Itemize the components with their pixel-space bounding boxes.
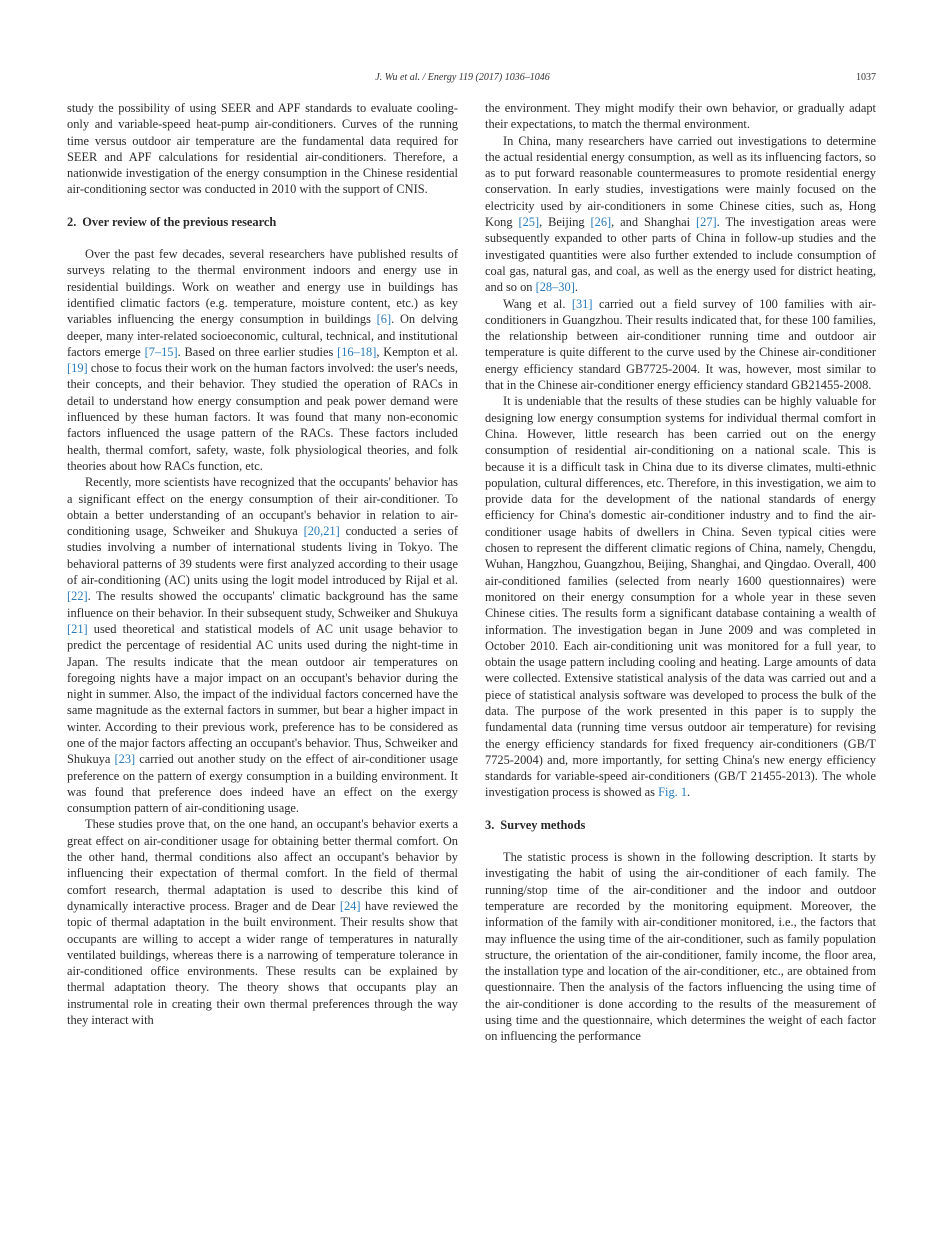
section-2-title: Over review of the previous research [82,214,277,229]
paragraph-survey-methods: The statistic process is shown in the following description. It starts by investigating the habit of using the air-conditioner of each family. The running/stop time of the air-conditioner and the indoor and outdoor temperature are recorded by the monitoring equipment. Moreover, the information of the family with air-conditioner monitored, i.e., the factors that may influence the using time of the air-conditioner, such as family population structure, the orientation of the air-conditioner, family income, the floor area, the installation type and location of the air-conditioner, etc., are obtained from questionnaire. Then the analysis of the factors influencing the using time of the air-conditioner is done according to the results of the measurement of using time and the questionnaire, which determines the weight of each factor on influencing the performance [485,850,876,1044]
text-run: , Beijing [539,215,591,230]
text-run: , Kempton et al. [376,344,458,359]
text-run: Over the past few decades, several researchers have published results of surveys relating to the thermal environment indoors and energy use in residential buildings. Work on weather and energy use in buildings has identified climatic factors (e.g. temperature, moisture content, etc.) as key variables influencing the energy consumption in buildings [67,247,458,327]
citation-link[interactable]: [25] [518,215,540,230]
intro-paragraph: study the possibility of using SEER and APF standards to evaluate cooling-only and variable-speed heat-pump air-conditioners. Curves of the running time versus outdoor air temperature are the fundamental data required for SEER and APF calculations for residential air-conditioners. Therefore, a nationwide investigation of the energy consumption in the Chinese residential air-conditioning sector was conducted in 2010 with the support of CNIS. [67,101,458,197]
paragraph-occupant-behavior [67,474,458,816]
text-run: carried out a field survey of 100 families with air-conditioners in Guangzhou. Their results indicated that, for these 100 families, the relationship between air-conditioner running time and outdoor air temperature is quite different to the curve used by the Chinese air-conditioner energy efficiency standard GB7725-2004. It was, however, most similar to that in the Chinese air-conditioner energy efficiency standard GB21455-2008. [485,296,877,393]
paragraph-china-investigations [485,133,876,296]
text-run: Recently, more scientists have recognized that the occupants' behavior has a significant effect on the energy consumption of their air-conditioner. To obtain a better understanding of an occupant's behavior in relation to air-conditioning usage, Schweiker and Shukuya [67,475,458,539]
paragraph-thermal-adaptation [67,816,458,1028]
citation-link[interactable]: [23] [114,752,136,767]
text-run: . The results showed the occupants' climatic background has the same influence on their behavior. In their subsequent study, Schweiker and Shukuya [67,589,458,620]
citation-link[interactable]: [24] [339,898,361,913]
citation-link[interactable]: [7–15] [144,344,178,359]
text-run: Wang et al. [503,296,572,311]
citation-link[interactable]: [20,21] [303,524,340,539]
text-run: It is undeniable that the results of these studies can be highly valuable for designing low energy consumption systems for individual thermal comfort in China. However, little research has been carried out on the energy consumption of residential air-conditioning on a national scale. This is because it is a difficult task in China due to its diverse climates, multi-ethnic population, cultural differences, etc. Therefore, in this investigation, we aim to provide data for the development of the national standards of energy efficiency for China's domestic air-conditioner industry and to find the air-conditioner usage habits of dwellers in China. Seven typical cities were chosen to represent the different climatic regions of China, namely, Chengdu, Wuhan, Hangzhou, Guangzhou, Beijing, Shanghai, and Qingdao. Overall, 400 air-conditioned families (selected from nearly 1600 questionnaires) were monitored on their energy consumption for a whole year in these seven Chinese cities. The results form a significant database containing a wealth of information. The investigation began in June 2009 and was completed in October 2010. Each air-conditioning unit was monitored for a full year, to obtain the usage pattern including cooling and heating. Large amounts of data were collected. Extensive statistical analysis of the data was carried out and a piece of statistical analysis software was developed to process the bulk of the data. The purpose of the work presented in this paper is to supply the fundamental data (running time versus outdoor air temperature) for revising the energy efficiency standards for fixed frequency air-conditioners (GB/T 7725-2004) and, more importantly, for setting China's new energy efficiency standards for variable-speed air-conditioners (GB/T 21455-2013). The whole investigation process is showed as [485,394,876,800]
text-run: have reviewed the topic of thermal adaptation in the built environment. Their results show that occupants are willing to accept a wider range of temperatures in naturally ventilated buildings, whereas there is a narrowing of temperature tolerance in air-conditioned office environments. These results can be explained by thermal adaptation theory. The theory shows that occupants play an instrumental role in creating their own thermal preferences through the way they interact with [67,898,458,1028]
text-run: . The investigation areas were subsequently expanded to other parts of China in follow-up studies and the investigated quantities were also further extended to include consumption of coal gas, natural gas, and coal, as well as the energy used for district heating, and so on [485,215,876,295]
section-3-heading [485,817,876,833]
paragraph-investigation-aims [485,393,876,800]
text-run: . [687,785,691,800]
text-run: carried out another study on the effect of air-conditioner usage preference on the pattern of exergy consumption in a building environment. It was found that preference does indeed have an effect on the exergy consumption pattern of air-conditioning usage. [67,752,459,816]
running-head [0,72,925,83]
section-2-number: 2. [67,214,77,229]
text-run: . [574,280,578,295]
citation-link[interactable]: [22] [67,589,88,604]
citation-link[interactable]: [16–18] [337,344,377,359]
figure-link[interactable]: Fig. 1 [658,785,688,800]
text-run: These studies prove that, on the one hand, an occupant's behavior exerts a great effect on air-conditioner usage for obtaining better thermal comfort. On the other hand, thermal conditions also affect an occupant's behavior by influencing their expectation of thermal comfort. In the field of thermal comfort research, thermal adaptation is used to describe this kind of dynamically interactive process. Brager and de Dear [67,817,458,913]
page-number: 1037 [856,72,876,83]
paragraph-wang-survey [485,296,876,394]
citation-link[interactable]: [26] [590,215,612,230]
text-run: used theoretical and statistical models of AC unit usage behavior to predict the percentage of residential AC units used during the night-time in Japan. The results indicate that the mean outdoor air temperatures on foregoing nights have a major impact on an occupant's behavior during the night in summer. Also, the impact of the individual factors concerned have the same magnitude as the external factors in summer, but bear a higher impact in winter. According to their previous work, preference has to be considered as one of the major factors affecting an occupant's behavior. Thus, Schweiker and Shukuya [67,621,458,767]
citation-link[interactable]: [31] [571,296,593,311]
text-run: . On delving deeper, many inter-related socioeconomic, cultural, technical, and institutional factors emerge [67,312,458,359]
section-3-number: 3. [485,817,495,832]
paragraph-continued: the environment. They might modify their own behavior, or gradually adapt their expectations, to match the thermal environment. [485,101,876,132]
citation-link[interactable]: [27] [696,215,717,230]
text-run: , and Shanghai [611,215,697,230]
section-2-heading [67,214,458,230]
citation-link[interactable]: [19] [67,361,88,376]
text-run: conducted a series of studies involving a number of international students living in Tokyo. The behavioral patterns of 39 students were first analyzed according to their usage of air-conditioning (AC) units using the logit model introduced by Rijal et al. [67,524,458,588]
paragraph-prior-surveys [67,246,458,474]
text-run: . Based on three earlier studies [177,344,338,359]
citation-link[interactable]: [28–30] [535,280,575,295]
left-column [67,100,458,1028]
text-run: chose to focus their work on the human factors involved: the user's needs, their concepts, and their behavior. They studied the operation of RACs in detail to understand how energy consumption and peak power demand were influenced by these human factors. It was found that many non-economic factors influenced the usage pattern of the RACs. These factors included health, thermal comfort, safety, waste, folk physiological theories, and folk theories about how RACs function, etc. [67,361,458,473]
section-3-title: Survey methods [500,817,586,832]
right-column [485,100,876,1045]
text-run: In China, many researchers have carried out investigations to determine the actual residential energy consumption, as well as its influencing factors, so as to put forward reasonable countermeasures to promote residential energy conservation. In early studies, investigations were mainly focused on the electricity used by air-conditioners in some Chinese cities, such as, Hong Kong [485,133,876,230]
citation-link[interactable]: [21] [67,621,88,636]
running-head-text: J. Wu et al. / Energy 119 (2017) 1036–1046 [375,72,550,83]
citation-link[interactable]: [6] [376,312,392,327]
